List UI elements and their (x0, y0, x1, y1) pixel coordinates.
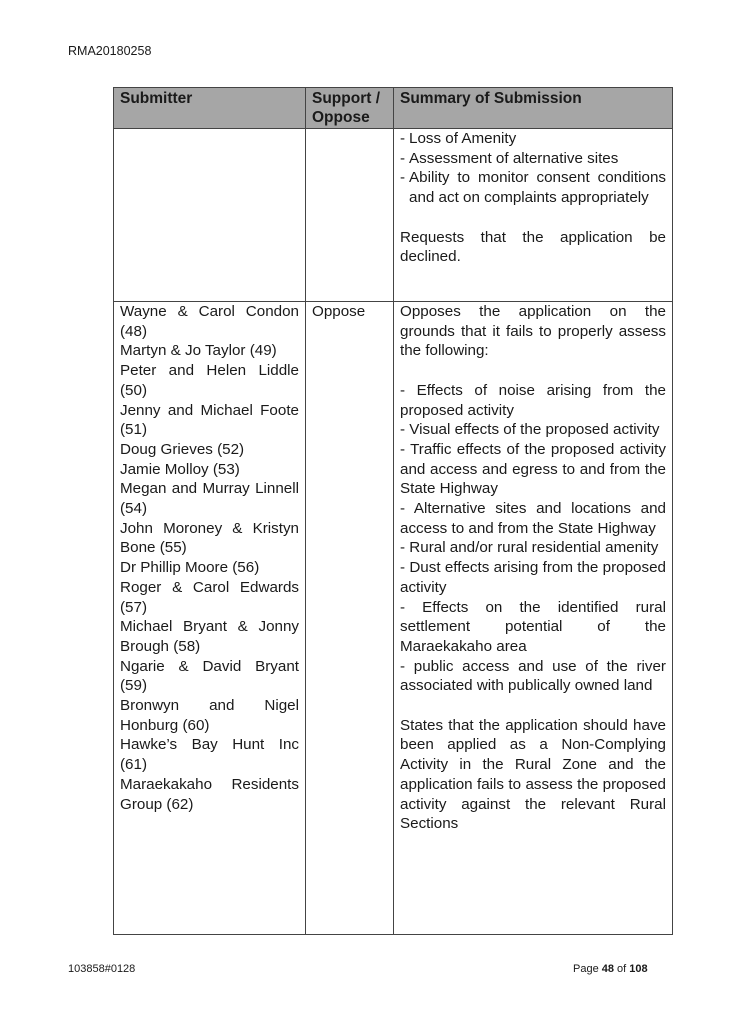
submitter-name: Roger & Carol Edwards (57) (120, 578, 299, 616)
row1-summary-cell (394, 129, 673, 302)
effect-item: - Visual effects of the proposed activity (400, 421, 660, 439)
submitter-name: Jenny and Michael Foote (51) (120, 401, 299, 439)
effect-item: - Alternative sites and locations and access to and from the State Highway (400, 500, 666, 537)
submitter-name: Dr Phillip Moore (56) (120, 559, 260, 577)
submitter-name: John Moroney & Kristyn Bone (55) (120, 519, 299, 557)
header-submitter: Submitter (114, 88, 306, 129)
submitter-name: Peter and Helen Liddle (50) (120, 362, 299, 399)
footer-page-number: Page 48 of 108 (573, 963, 648, 975)
list-item: - Assessment of alternative sites (400, 149, 619, 167)
effect-item: - Rural and/or rural residential amenity (400, 539, 659, 557)
intro-text: Opposes the application on the grounds that it fails to properly assess the following: (400, 303, 666, 360)
header-summary: Summary of Submission (394, 88, 673, 129)
row2-summary-cell (394, 302, 673, 935)
effect-item: - Effects of noise arising from the proposed activity (400, 381, 666, 419)
table-row (114, 129, 673, 302)
effect-item: - Effects on the identified rural settlement potential of the Maraekakaho area (400, 598, 666, 655)
submitter-name: Jamie Molloy (53) (120, 460, 240, 478)
submitter-name: Megan and Murray Linnell (54) (120, 480, 299, 518)
list-item: - Loss of Amenity (400, 130, 517, 147)
submitter-name: Bronwyn and Nigel Honburg (60) (120, 697, 299, 734)
document-reference: RMA20180258 (68, 44, 152, 58)
row2-position-cell: Oppose (306, 302, 394, 935)
request-text: Requests that the application be declined. (400, 228, 666, 266)
row1-submitter-cell (114, 129, 306, 302)
submitter-name: Doug Grieves (52) (120, 440, 245, 458)
header-support-oppose: Support / Oppose (306, 88, 394, 129)
effect-item: - Dust effects arising from the proposed activity (400, 559, 666, 596)
list-item: - Ability to monitor consent conditions and act on complaints appropriately (400, 169, 666, 207)
row1-position-cell (306, 129, 394, 302)
submissions-table (113, 87, 673, 935)
table-row (114, 302, 673, 935)
effect-item: - public access and use of the river associated with publically owned land (400, 657, 666, 695)
row2-submitters-cell (114, 302, 306, 935)
statement-text: States that the application should have been applied as a Non-Complying Activity in the Rural Zone and the application fails to assess the proposed activity against the relevant Rural Sections (400, 716, 666, 833)
footer-doc-id: 103858#0128 (68, 963, 136, 975)
submitter-name: Michael Bryant & Jonny Brough (58) (120, 618, 299, 655)
submitter-name: Maraekakaho Residents Group (62) (120, 775, 299, 813)
submitter-name: Hawke’s Bay Hunt Inc (61) (120, 736, 299, 774)
submitter-name: Martyn & Jo Taylor (49) (120, 342, 277, 360)
effect-item: - Traffic effects of the proposed activity and access and egress to and from the State Highway (400, 440, 666, 498)
submitter-name: Ngarie & David Bryant (59) (120, 657, 299, 695)
table-header-row (114, 88, 673, 129)
submitter-name: Wayne & Carol Condon (48) (120, 303, 299, 340)
